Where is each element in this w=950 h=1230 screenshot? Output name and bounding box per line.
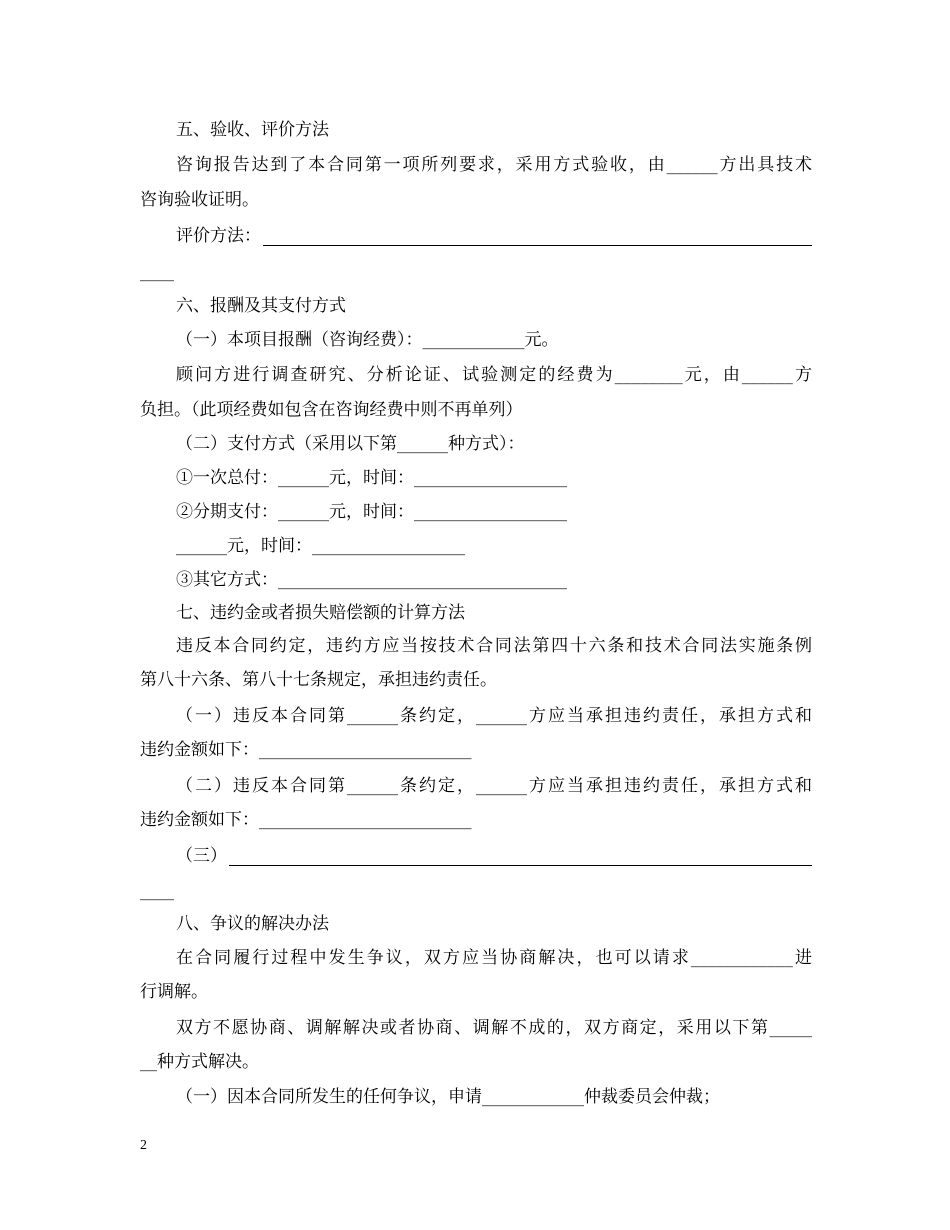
section-heading-8: 八、争议的解决办法: [176, 914, 329, 934]
paragraph-line: ①一次总付：______元，时间：__________________: [176, 468, 567, 488]
paragraph-line: 违反本合同约定，违约方应当按技术合同法第四十六条和技术合同法实施条例: [176, 636, 812, 656]
evaluation-method-label: 评价方法：: [176, 226, 261, 246]
paragraph-line: （二）违反本合同第______条约定，______方应当承担违约责任，承担方式和: [176, 776, 812, 796]
paragraph-line: （二）支付方式（采用以下第______种方式）：: [176, 434, 525, 454]
page-number: 2: [140, 1138, 147, 1153]
paragraph-line: 咨询验收证明。: [140, 190, 259, 210]
paragraph-line: 双方不愿协商、调解解决或者协商、调解不成的，双方商定，采用以下第_____: [176, 1018, 812, 1038]
evaluation-method-line: [176, 226, 812, 246]
item-3-label: （三）: [176, 846, 227, 866]
paragraph-line: 顾问方进行调查研究、分析论证、试验测定的经费为________元，由______方: [176, 365, 812, 385]
section-heading-5: 五、验收、评价方法: [176, 120, 329, 140]
blank-underline: [263, 229, 812, 246]
paragraph-line: 负担。（此项经费如包含在咨询经费中则不再单列）: [140, 400, 523, 420]
item-3-line: [176, 846, 812, 866]
paragraph-line: （一）违反本合同第______条约定，______方应当承担违约责任，承担方式和: [176, 706, 812, 726]
paragraph-line: ____: [140, 262, 174, 282]
paragraph-line: ______元，时间：__________________: [176, 536, 465, 556]
paragraph-line: ③其它方式：__________________________________: [176, 570, 567, 590]
paragraph-line: 违约金额如下：_________________________: [140, 810, 472, 830]
paragraph-line: ____: [140, 881, 174, 901]
blank-underline: [229, 849, 812, 866]
paragraph-line: （一）本项目报酬（咨询经费）：____________元。: [176, 330, 559, 350]
paragraph-line: （一）因本合同所发生的任何争议，申请____________仲裁委员会仲裁；: [176, 1087, 720, 1107]
paragraph-line: 违约金额如下：_________________________: [140, 740, 472, 760]
section-heading-7: 七、违约金或者损失赔偿额的计算方法: [176, 603, 465, 623]
paragraph-line: 在合同履行过程中发生争议，双方应当协商解决，也可以请求____________进: [176, 948, 812, 968]
paragraph-line: 行调解。: [140, 982, 208, 1002]
paragraph-line: 第八十六条、第八十七条规定，承担违约责任。: [140, 670, 497, 690]
paragraph-line: ②分期支付：______元，时间：__________________: [176, 502, 567, 522]
paragraph-line: __种方式解决。: [140, 1052, 259, 1072]
paragraph-line: 咨询报告达到了本合同第一项所列要求，采用方式验收，由______方出具技术: [176, 155, 812, 175]
section-heading-6: 六、报酬及其支付方式: [176, 296, 346, 316]
